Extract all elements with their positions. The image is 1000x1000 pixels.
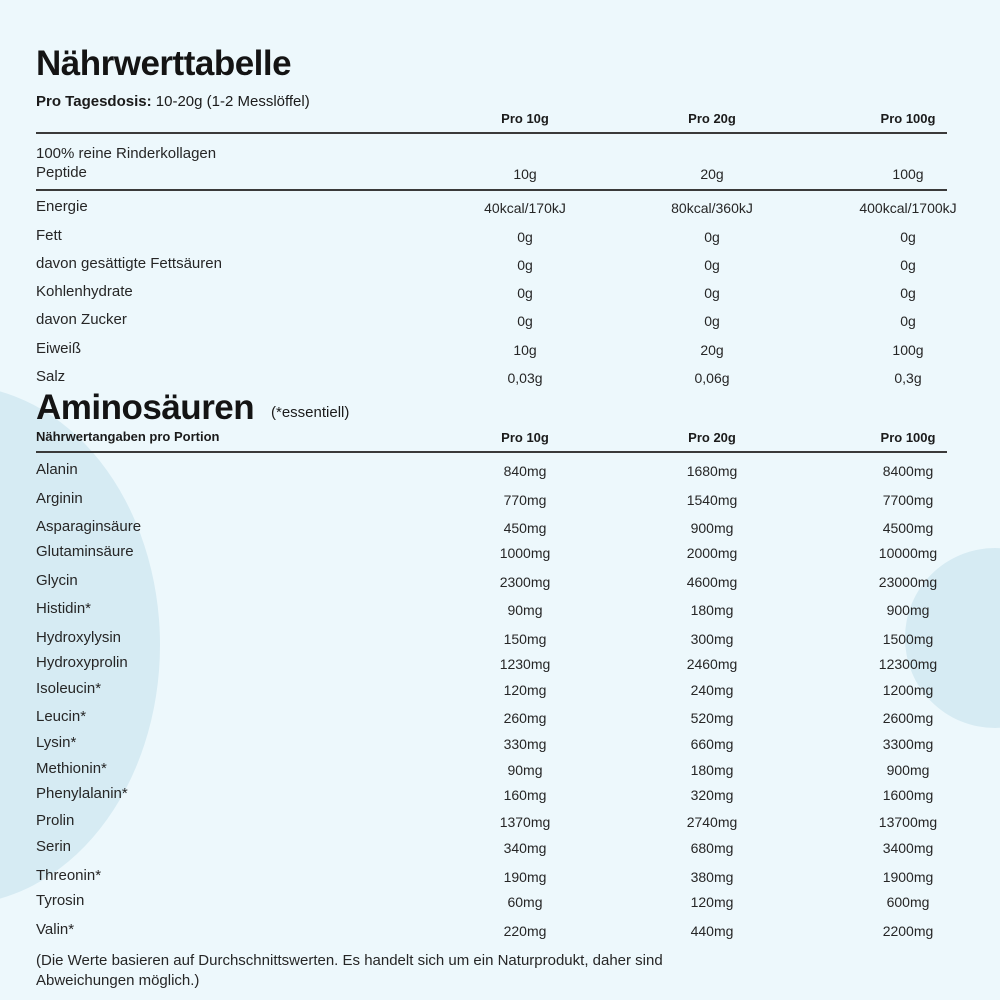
nutrition-row-value: 0g	[704, 257, 720, 273]
nutrition-row-label: Salz	[36, 368, 66, 385]
amino-row-label: Tyrosin	[36, 892, 85, 909]
nutrition-row-value: 0g	[900, 257, 916, 273]
nutrition-row-value: 0g	[704, 313, 720, 329]
amino-row-label: Asparaginsäure	[36, 518, 142, 535]
amino-row-value: 1540mg	[686, 492, 738, 508]
nutrition-row-value: 100g	[892, 342, 924, 358]
amino-row-value: 2000mg	[686, 545, 738, 561]
amino-row-value: 3300mg	[882, 736, 934, 752]
amino-row-value: 4600mg	[686, 574, 738, 590]
amino-row-value: 340mg	[503, 840, 547, 856]
amino-row-value: 7700mg	[882, 492, 934, 508]
amino-row-value: 660mg	[690, 736, 734, 752]
amino-header-label: Nährwertangaben pro Portion	[36, 429, 220, 444]
footnote: (Die Werte basieren auf Durchschnittswerten. Es handelt sich um ein Naturprodukt, daher sind Abweichungen möglich.)	[36, 952, 663, 989]
amino-title: Aminosäuren	[36, 388, 255, 427]
dose-info	[36, 93, 310, 110]
amino-row-value: 330mg	[503, 736, 547, 752]
amino-row-value: 1000mg	[499, 545, 551, 561]
amino-row-value: 1230mg	[499, 656, 551, 672]
nutrition-row-label: Eiweiß	[36, 340, 82, 357]
nutrition-product-rule	[36, 189, 947, 191]
amino-row-value: 900mg	[886, 762, 930, 778]
amino-row-value: 60mg	[507, 894, 543, 910]
nutrition-row-value: 0g	[517, 285, 533, 301]
amino-row-value: 770mg	[503, 492, 547, 508]
nutrition-row-value: 80kcal/360kJ	[671, 200, 753, 216]
amino-row-value: 160mg	[503, 787, 547, 803]
amino-row-value: 180mg	[690, 762, 734, 778]
product-value-100g: 100g	[892, 166, 924, 182]
amino-row-value: 1680mg	[686, 463, 738, 479]
amino-row-label: Prolin	[36, 812, 75, 829]
amino-row-value: 3400mg	[882, 840, 934, 856]
product-value-10g: 10g	[513, 166, 537, 182]
amino-row-value: 1600mg	[882, 787, 934, 803]
amino-row-value: 900mg	[690, 520, 734, 536]
amino-row-value: 1200mg	[882, 682, 934, 698]
amino-row-value: 13700mg	[878, 814, 938, 830]
amino-row-value: 240mg	[690, 682, 734, 698]
nutrition-row-value: 40kcal/170kJ	[484, 200, 566, 216]
amino-row-label: Hydroxylysin	[36, 629, 122, 646]
nutrition-row-value: 20g	[700, 342, 724, 358]
amino-row-label: Valin*	[36, 921, 75, 938]
amino-row-value: 2300mg	[499, 574, 551, 590]
nutrition-row-label: Fett	[36, 227, 62, 244]
dose-label: Pro Tagesdosis:	[36, 93, 152, 110]
amino-row-label: Serin	[36, 838, 72, 855]
product-label-line1: 100% reine Rinderkollagen	[36, 145, 217, 162]
nutrition-row-label: davon gesättigte Fettsäuren	[36, 255, 222, 272]
nutrition-row-value: 0,3g	[894, 370, 922, 386]
amino-row-label: Glutaminsäure	[36, 543, 134, 560]
amino-row-value: 1500mg	[882, 631, 934, 647]
amino-row-value: 10000mg	[878, 545, 938, 561]
nutrition-row-value: 0g	[517, 229, 533, 245]
amino-row-value: 680mg	[690, 840, 734, 856]
amino-col-header-10g: Pro 10g	[501, 430, 549, 445]
amino-row-value: 150mg	[503, 631, 547, 647]
amino-row-label: Glycin	[36, 572, 78, 589]
nutrition-title: Nährwerttabelle	[36, 44, 292, 83]
nutrition-row-label: Kohlenhydrate	[36, 283, 133, 300]
amino-row-value: 440mg	[690, 923, 734, 939]
amino-row-value: 2200mg	[882, 923, 934, 939]
amino-row-label: Lysin*	[36, 734, 77, 751]
dose-value: 10-20g (1-2 Messlöffel)	[151, 93, 310, 110]
amino-row-value: 190mg	[503, 869, 547, 885]
nutrition-row-value: 0g	[704, 285, 720, 301]
amino-row-label: Hydroxyprolin	[36, 654, 128, 671]
amino-row-value: 320mg	[690, 787, 734, 803]
amino-row-value: 1370mg	[499, 814, 551, 830]
nutrition-row-value: 0g	[900, 229, 916, 245]
amino-row-label: Isoleucin*	[36, 680, 102, 697]
amino-row-value: 4500mg	[882, 520, 934, 536]
amino-row-value: 260mg	[503, 710, 547, 726]
amino-header-rule	[36, 451, 947, 453]
amino-row-label: Alanin	[36, 461, 78, 478]
nutrition-row-label: davon Zucker	[36, 311, 127, 328]
amino-row-value: 90mg	[507, 602, 543, 618]
amino-row-value: 450mg	[503, 520, 547, 536]
amino-row-value: 23000mg	[878, 574, 938, 590]
nutrition-row-label: Energie	[36, 198, 88, 215]
amino-row-value: 520mg	[690, 710, 734, 726]
amino-col-header-20g: Pro 20g	[688, 430, 736, 445]
nutrition-row-value: 10g	[513, 342, 537, 358]
nutrition-col-header-20g: Pro 20g	[688, 111, 736, 126]
amino-row-value: 300mg	[690, 631, 734, 647]
amino-row-label: Methionin*	[36, 760, 107, 777]
product-value-20g: 20g	[700, 166, 724, 182]
amino-row-label: Leucin*	[36, 708, 87, 725]
nutrition-row-value: 0g	[517, 313, 533, 329]
nutrition-col-header-100g: Pro 100g	[880, 111, 936, 126]
amino-row-value: 8400mg	[882, 463, 934, 479]
amino-row-label: Arginin	[36, 490, 83, 507]
amino-row-value: 900mg	[886, 602, 930, 618]
amino-col-header-100g: Pro 100g	[880, 430, 936, 445]
amino-row-label: Threonin*	[36, 867, 102, 884]
product-label-line2: Peptide	[36, 164, 87, 181]
nutrition-row-value: 0,06g	[694, 370, 730, 386]
amino-row-value: 2740mg	[686, 814, 738, 830]
nutrition-row-value: 0g	[900, 285, 916, 301]
nutrition-row-value: 0g	[704, 229, 720, 245]
nutrition-row-value: 0g	[900, 313, 916, 329]
amino-row-value: 90mg	[507, 762, 543, 778]
amino-row-value: 380mg	[690, 869, 734, 885]
nutrition-row-value: 0g	[517, 257, 533, 273]
amino-row-value: 120mg	[690, 894, 734, 910]
nutrition-row-value: 0,03g	[507, 370, 543, 386]
nutrition-header-rule	[36, 132, 947, 134]
nutrition-row-value: 400kcal/1700kJ	[859, 200, 957, 216]
amino-row-label: Phenylalanin*	[36, 785, 128, 802]
amino-row-value: 12300mg	[878, 656, 938, 672]
amino-row-value: 840mg	[503, 463, 547, 479]
amino-row-value: 2460mg	[686, 656, 738, 672]
amino-row-value: 180mg	[690, 602, 734, 618]
amino-row-value: 220mg	[503, 923, 547, 939]
amino-row-value: 600mg	[886, 894, 930, 910]
amino-row-value: 120mg	[503, 682, 547, 698]
amino-note: (*essentiell)	[271, 404, 350, 421]
amino-row-label: Histidin*	[36, 600, 92, 617]
amino-row-value: 1900mg	[882, 869, 934, 885]
amino-row-value: 2600mg	[882, 710, 934, 726]
nutrition-col-header-10g: Pro 10g	[501, 111, 549, 126]
